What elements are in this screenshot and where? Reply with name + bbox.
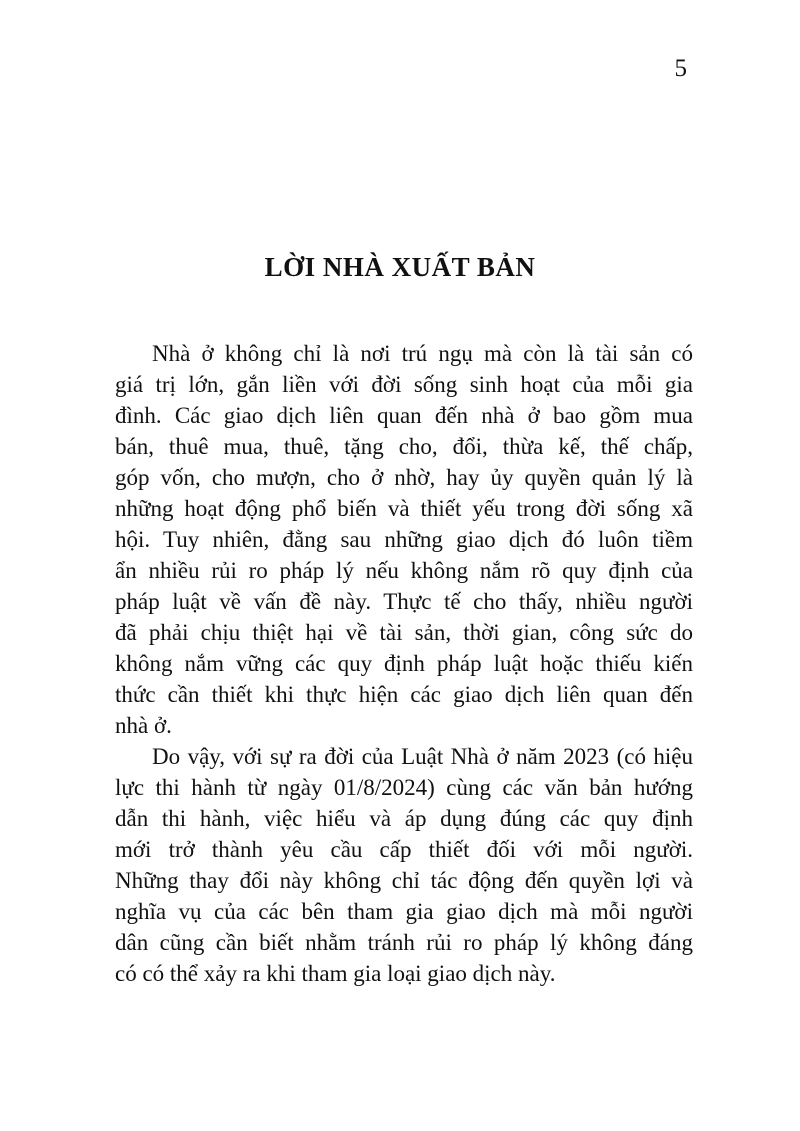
text-line: đã phải chịu thiệt hại về tài sản, thời gian, công sức do — [115, 620, 693, 645]
text-line: góp vốn, cho mượn, cho ở nhờ, hay ủy quyền quản lý là — [115, 465, 693, 490]
text-line: mới trở thành yêu cầu cấp thiết đối với mỗi người. — [115, 837, 693, 862]
chapter-heading: LỜI NHÀ XUẤT BẢN — [264, 252, 536, 282]
text-line: pháp luật về vấn đề này. Thực tế cho thấy, nhiều người — [115, 589, 693, 614]
text-line: Do vậy, với sự ra đời của Luật Nhà ở năm 2023 (có hiệu — [152, 744, 693, 769]
body-text — [115, 338, 693, 989]
text-line: thức cần thiết khi thực hiện các giao dịch liên quan đến — [115, 682, 693, 707]
text-line: bán, thuê mua, thuê, tặng cho, đổi, thừa kế, thế chấp, — [115, 434, 693, 459]
text-line: nhà ở. — [115, 713, 172, 738]
text-line: Những thay đổi này không chỉ tác động đến quyền lợi và — [115, 868, 693, 893]
text-line: lực thi hành từ ngày 01/8/2024) cùng các văn bản hướng — [115, 775, 693, 800]
text-line: giá trị lớn, gắn liền với đời sống sinh hoạt của mỗi gia — [115, 372, 693, 397]
text-line: nghĩa vụ của các bên tham gia giao dịch mà mỗi người — [115, 899, 693, 924]
text-line: không nắm vững các quy định pháp luật hoặc thiếu kiến — [115, 651, 693, 676]
text-line: dẫn thi hành, việc hiểu và áp dụng đúng các quy định — [115, 806, 693, 831]
text-line: dân cũng cần biết nhằm tránh rủi ro pháp lý không đáng — [115, 930, 693, 955]
text-line: những hoạt động phổ biến và thiết yếu trong đời sống xã — [115, 496, 693, 521]
text-line: hội. Tuy nhiên, đằng sau những giao dịch đó luôn tiềm — [115, 527, 693, 552]
text-line: đình. Các giao dịch liên quan đến nhà ở bao gồm mua — [115, 403, 693, 428]
text-line: ẩn nhiều rủi ro pháp lý nếu không nắm rõ quy định của — [115, 558, 693, 583]
text-line: Nhà ở không chỉ là nơi trú ngụ mà còn là tài sản có — [152, 341, 693, 366]
page-number: 5 — [674, 55, 687, 82]
text-line: có có thể xảy ra khi tham gia loại giao dịch này. — [115, 961, 556, 986]
